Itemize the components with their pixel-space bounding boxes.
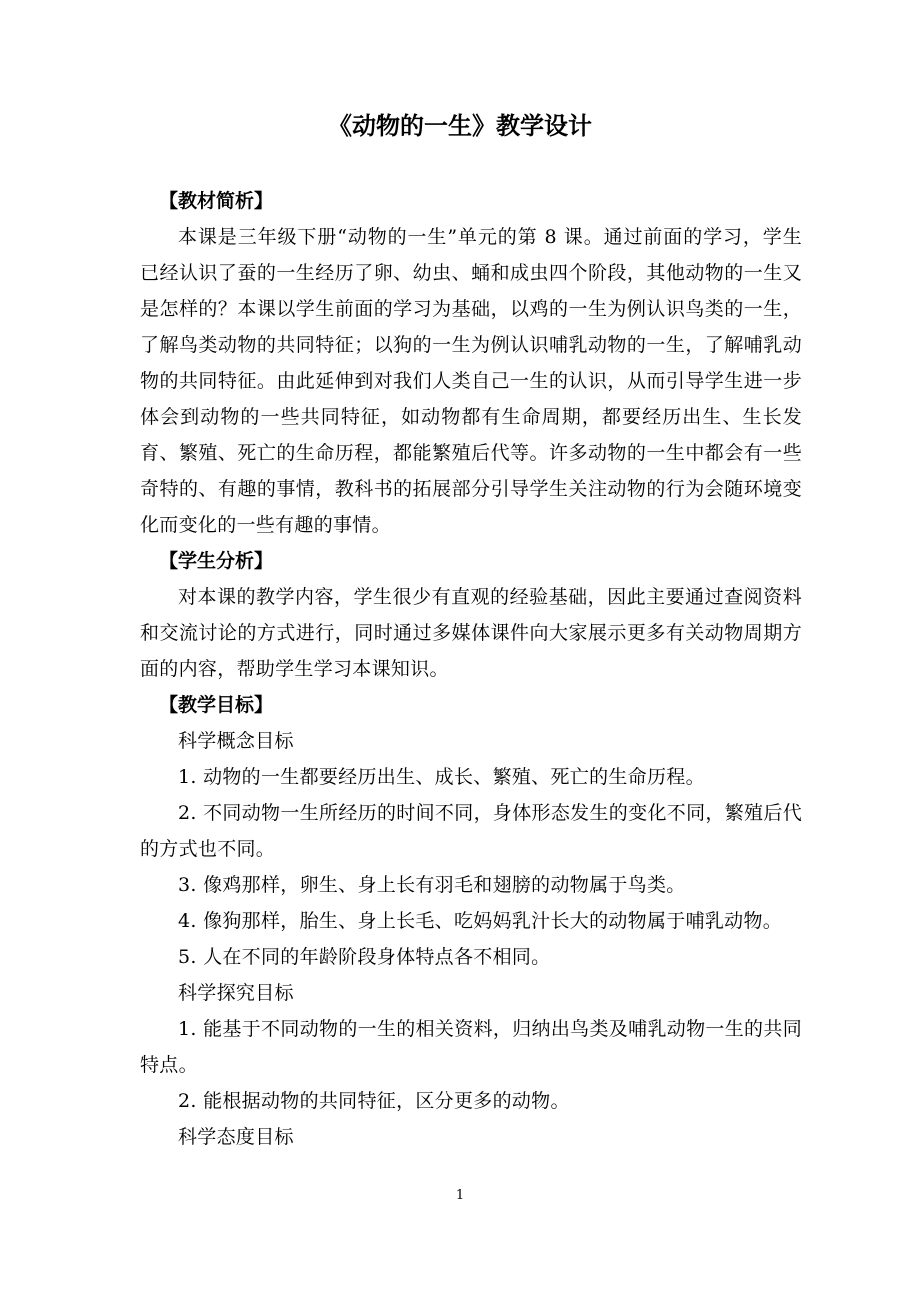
section-heading-students: 【学生分析】 <box>159 550 274 572</box>
concept-goal-item: 4. 像狗那样，胎生、身上长毛、吃妈妈乳汁长大的动物属于哺乳动物。 <box>178 910 783 932</box>
concept-goal-item: 1. 动物的一生都要经历出生、成长、繁殖、死亡的生命历程。 <box>178 766 705 788</box>
concept-goal-item: 3. 像鸡那样，卵生、身上长有羽毛和翅膀的动物属于鸟类。 <box>178 874 686 896</box>
attitude-goals-label: 科学态度目标 <box>178 1126 294 1148</box>
concept-goal-item: 5. 人在不同的年龄阶段身体特点各不相同。 <box>178 946 551 968</box>
section-heading-analysis: 【教材简析】 <box>159 190 274 212</box>
inquiry-goal-item: 2. 能根据动物的共同特征，区分更多的动物。 <box>178 1090 570 1112</box>
section-heading-goals: 【教学目标】 <box>159 694 274 716</box>
concept-goal-item: 2. 不同动物一生所经历的时间不同，身体形态发生的变化不同，繁殖后代的方式也不同。 <box>140 802 802 860</box>
document-title: 《动物的一生》教学设计 <box>328 112 592 140</box>
concept-goals-label: 科学概念目标 <box>178 730 294 752</box>
students-paragraph: 对本课的教学内容，学生很少有直观的经验基础，因此主要通过查阅资料和交流讨论的方式进行，同时通过多媒体课件向大家展示更多有关动物周期方面的内容，帮助学生学习本课知识。 <box>140 586 802 680</box>
page-number: 1 <box>455 1188 465 1203</box>
inquiry-goal-item: 1. 能基于不同动物的一生的相关资料，归纳出鸟类及哺乳动物一生的共同特点。 <box>140 1018 802 1076</box>
document-body <box>140 183 802 1155</box>
analysis-paragraph: 本课是三年级下册“动物的一生”单元的第 8 课。通过前面的学习，学生已经认识了蚕的一生经历了卵、幼虫、蛹和成虫四个阶段，其他动物的一生又是怎样的？本课以学生前面的学习为基础，以鸡的一生为例认识鸟类的一生，了解鸟类动物的共同特征；以狗的一生为例认识哺乳动物的一生，了解哺乳动物的共同特征。由此延伸到对我们人类自己一生的认识，从而引导学生进一步体会到动物的一些共同特征，如动物都有生命周期，都要经历出生、生长发育、繁殖、死亡的生命历程，都能繁殖后代等。许多动物的一生中都会有一些奇特的、有趣的事情，教科书的拓展部分引导学生关注动物的行为会随环境变化而变化的一些有趣的事情。 <box>140 226 802 536</box>
inquiry-goals-label: 科学探究目标 <box>178 982 294 1004</box>
